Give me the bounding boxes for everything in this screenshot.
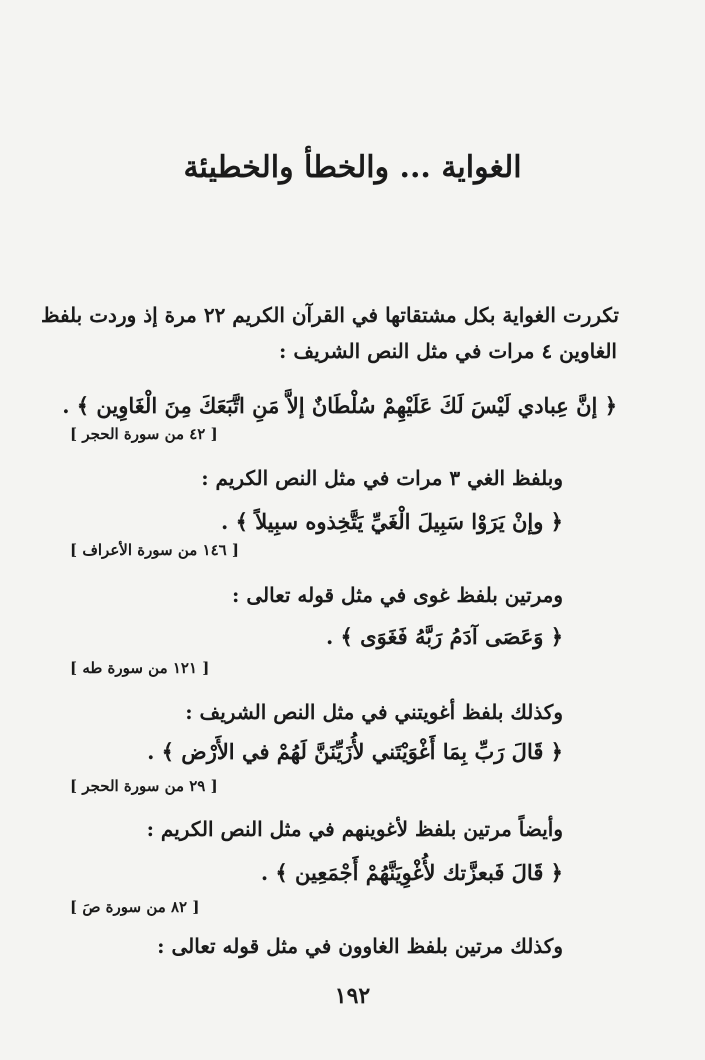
closing-line: وكذلك مرتين بلفظ الغاوون في مثل قوله تعالى : (157, 934, 563, 958)
verse-4: ﴿ قَالَ رَبِّ بِمَا أَغْوَيْتَني لأُزَيِّنَنَّ لَهُمْ في الأَرْض ﴾ . (147, 739, 563, 764)
verse-5: ﴿ قَالَ فَبعزَّتك لأُغْوِيَنَّهُمْ أَجْمَعِين ﴾ . (260, 860, 563, 885)
page-number: ١٩٢ (334, 983, 371, 1009)
verse-reference-2: [ ١٤٦ من سورة الأعراف ] (70, 541, 240, 559)
lead-line-4: وكذلك بلفظ أغويتني في مثل النص الشريف : (185, 700, 563, 724)
verse-reference-5: [ ٨٢ من سورة صَ ] (70, 898, 200, 916)
page-title: الغواية ... والخطأ والخطيئة (183, 150, 522, 185)
intro-line-1: تكررت الغواية بكل مشتقاتها في القرآن الكريم ٢٢ مرة إذ وردت بلفظ (40, 303, 619, 327)
verse-reference-1: [ ٤٢ من سورة الحجر ] (70, 425, 218, 443)
verse-1: ﴿ إنَّ عِبادي لَيْسَ لَكَ عَلَيْهِمْ سُلْطَانٌ إلاَّ مَنِ اتَّبَعَكَ مِنَ الْغَاوِين ﴾ . (62, 393, 617, 418)
lead-line-2: وبلفظ الغي ٣ مرات في مثل النص الكريم : (201, 466, 563, 490)
intro-line-2: الغاوين ٤ مرات في مثل النص الشريف : (279, 339, 617, 363)
lead-line-3: ومرتين بلفظ غوى في مثل قوله تعالى : (232, 583, 563, 607)
verse-3: ﴿ وَعَصَى آدَمُ رَبَّهُ فَغَوَى ﴾ . (325, 624, 563, 649)
lead-line-5: وأيضاً مرتين بلفظ لأغوينهم في مثل النص الكريم : (146, 817, 563, 841)
verse-2: ﴿ وإنْ يَرَوْا سَبِيلَ الْغَيِّ يَتَّخِذوه سبِيلاً ﴾ . (221, 509, 563, 534)
verse-reference-4: [ ٢٩ من سورة الحجر ] (70, 777, 218, 795)
verse-reference-3: [ ١٢١ من سورة طه ] (70, 659, 210, 677)
